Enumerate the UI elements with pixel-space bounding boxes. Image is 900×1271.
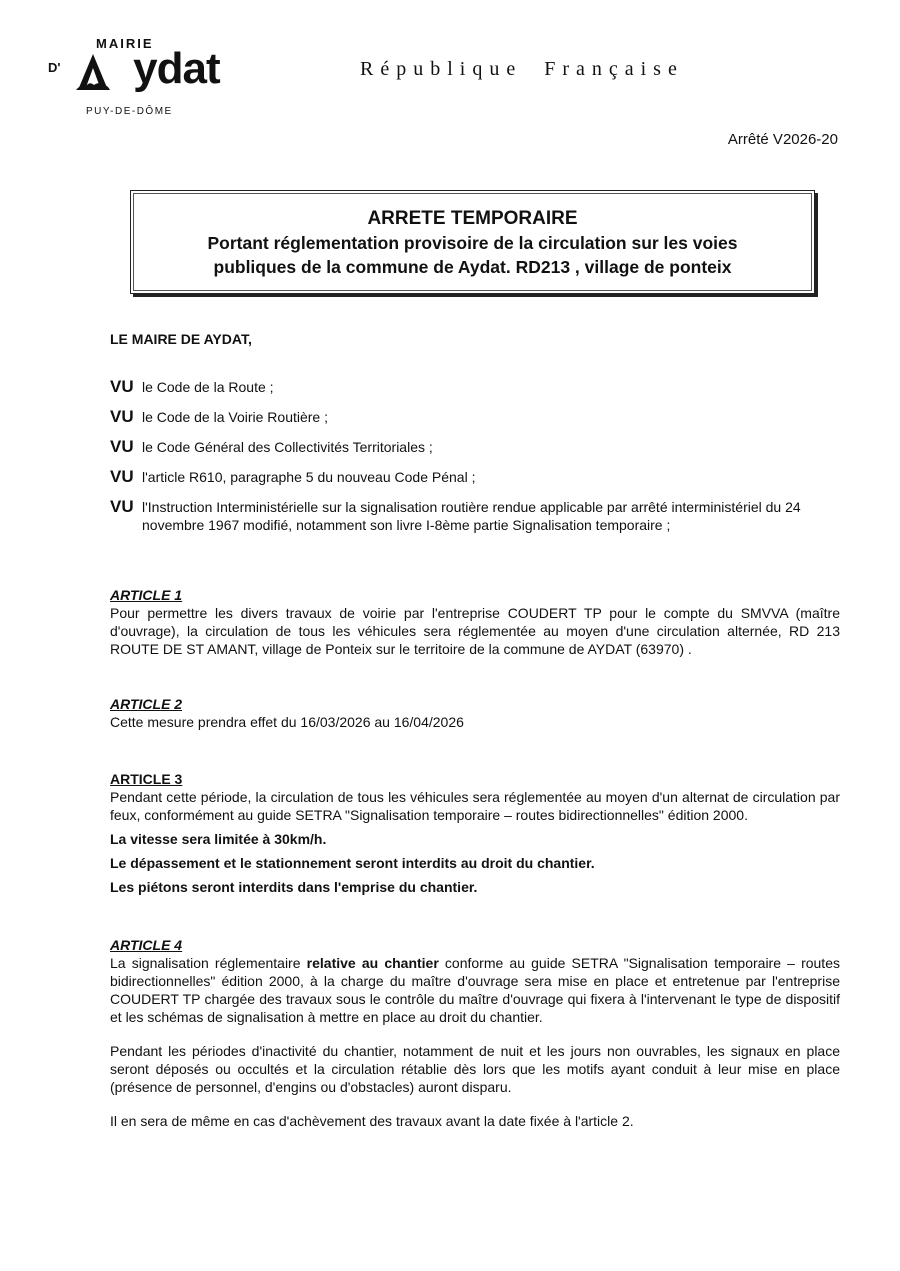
vu-label: VU <box>110 497 134 516</box>
vu-item <box>110 438 840 456</box>
article-4 <box>110 936 840 1130</box>
republique-francaise-heading: République Française <box>360 58 684 80</box>
logo-town-rest: ydat <box>133 44 220 93</box>
vu-item <box>110 498 840 534</box>
document-subtitle-line2: publiques de la commune de Aydat. RD213 , village de ponteix <box>213 257 732 277</box>
article-title: ARTICLE 2 <box>110 696 183 712</box>
article-paragraph: Il en sera de même en cas d'achèvement des travaux avant la date fixée à l'article 2. <box>110 1113 634 1129</box>
article-text-end: conforme au guide SETRA "Signalisation temporaire – routes bidirectionnelles" édition 2000, à la charge du maître d'ouvrage sera mise en place et entretenue par l'entreprise COUDERT TP chargée des travaux sous le contrôle du maître d'ouvrage qui fixera à l'intervenant le type de dispositif et les schémas de signalisation à mettre en place au droit du chantier. <box>110 955 840 1025</box>
article-2 <box>110 695 840 731</box>
document-title: ARRETE TEMPORAIRE <box>367 208 578 229</box>
vu-text: le Code Général des Collectivités Territoriales ; <box>142 439 433 455</box>
logo-town-name <box>104 44 220 94</box>
no-pedestrians-line: Les piétons seront interdits dans l'emprise du chantier. <box>110 879 478 895</box>
article-text: Pendant cette période, la circulation de tous les véhicules sera réglementée au moyen d'un alternat de circulation par feux, conformément au guide SETRA "Signalisation temporaire – routes bidirectionnelles" édition 2000. <box>110 789 840 823</box>
title-box <box>130 190 815 294</box>
document-subtitle-line1: Portant réglementation provisoire de la circulation sur les voies <box>207 233 738 253</box>
article-title: ARTICLE 1 <box>110 587 183 603</box>
logo-department: PUY-DE-DÔME <box>86 106 173 117</box>
mairie-logo <box>40 30 220 120</box>
article-title: ARTICLE 4 <box>110 937 183 953</box>
vu-item <box>110 408 840 426</box>
vu-text: l'article R610, paragraphe 5 du nouveau Code Pénal ; <box>142 469 476 485</box>
vu-text: l'Instruction Interministérielle sur la signalisation routière rendue applicable par arrêté interministériel du 24 novembre 1967 modifié, notamment son livre I-8ème partie Signalisation temporaire ; <box>142 499 801 533</box>
vu-label: VU <box>110 377 134 396</box>
logo-mairie-text: MAIRIE <box>96 36 154 51</box>
article-text-bold: relative au chantier <box>306 955 439 971</box>
vu-label: VU <box>110 407 134 426</box>
maire-heading: LE MAIRE DE AYDAT, <box>110 331 252 347</box>
vu-text: le Code de la Route ; <box>142 379 274 395</box>
logo-prefix: D' <box>48 60 61 75</box>
vu-label: VU <box>110 467 134 486</box>
speed-limit-line: La vitesse sera limitée à 30km/h. <box>110 831 327 847</box>
no-overtaking-line: Le dépassement et le stationnement seront interdits au droit du chantier. <box>110 855 595 871</box>
article-1 <box>110 586 840 658</box>
article-text: Cette mesure prendra effet du 16/03/2026 au 16/04/2026 <box>110 714 464 730</box>
vu-text: le Code de la Voirie Routière ; <box>142 409 328 425</box>
article-paragraph: Pendant les périodes d'inactivité du chantier, notamment de nuit et les jours non ouvrables, les signaux en place seront déposés ou occultés et la circulation rétablie dès lors que les motifs ayant conduit à leur mise en place (présence de personnel, d'engins ou d'obstacles) auront disparu. <box>110 1043 840 1095</box>
vu-item <box>110 378 840 396</box>
article-title: ARTICLE 3 <box>110 771 183 787</box>
article-text-start: La signalisation réglementaire <box>110 955 307 971</box>
arrete-reference: Arrêté V2026-20 <box>727 131 838 148</box>
article-text <box>110 954 840 1026</box>
article-3 <box>110 770 840 896</box>
vu-item <box>110 468 840 486</box>
vu-label: VU <box>110 437 134 456</box>
article-text: Pour permettre les divers travaux de voirie par l'entreprise COUDERT TP pour le compte du SMVVA (maître d'ouvrage), la circulation de tous les véhicules sera réglementée au moyen d'une circulation alternée, RD 213 ROUTE DE ST AMANT, village de Ponteix sur le territoire de la commune de AYDAT (63970) . <box>110 605 840 657</box>
